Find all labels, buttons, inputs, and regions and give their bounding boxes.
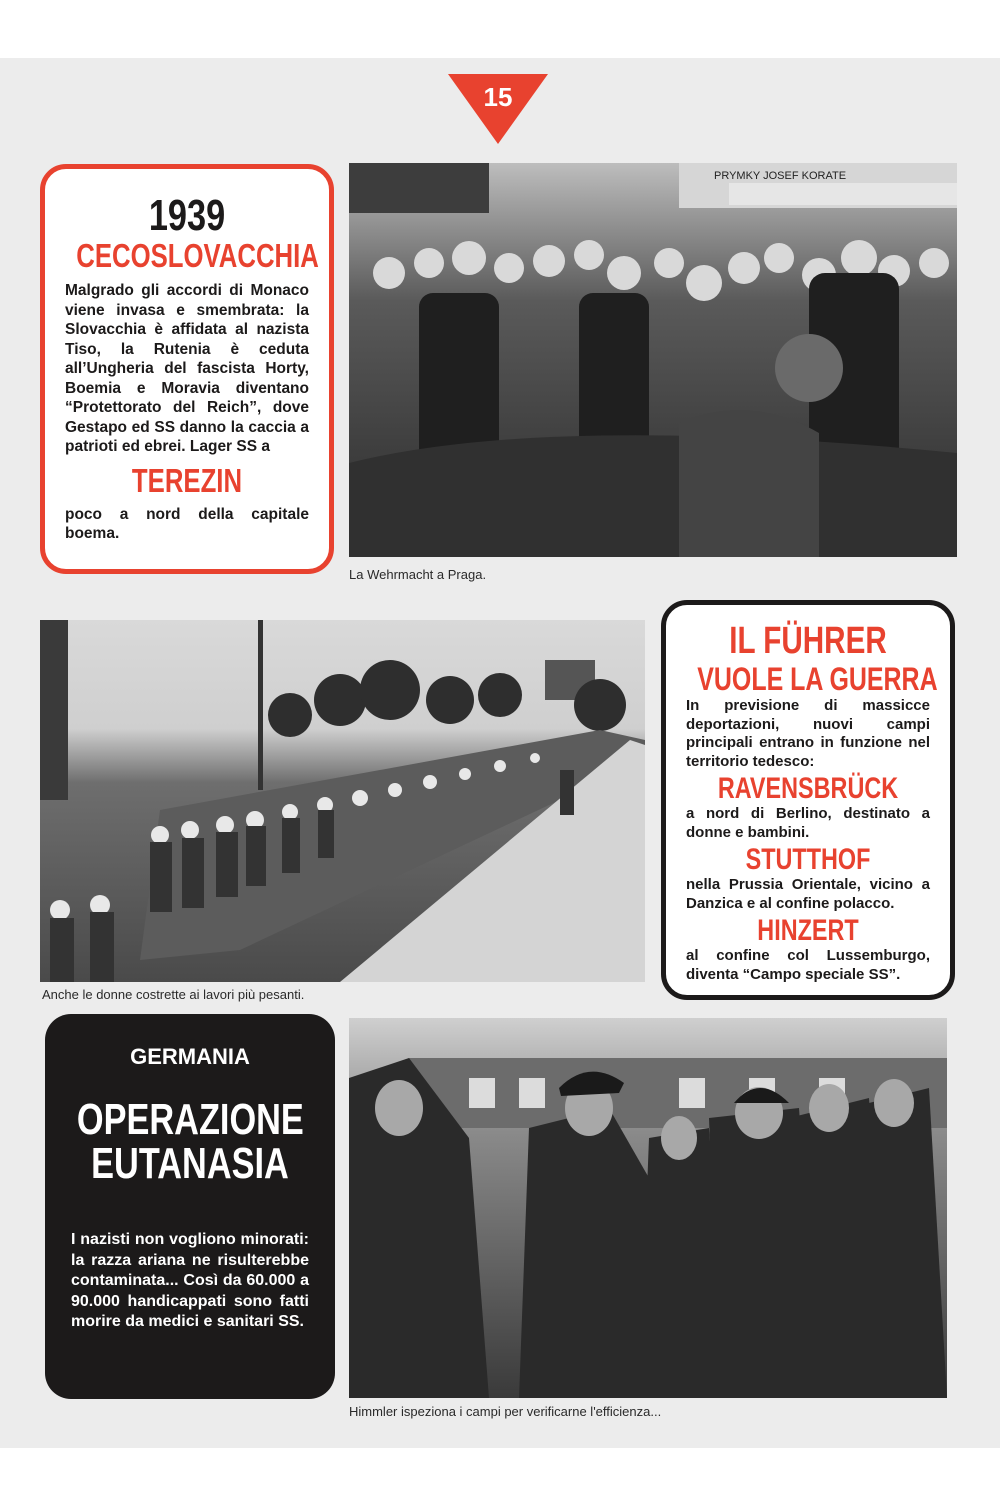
- cecoslovacchia-title: CECOSLOVACCHIA: [76, 237, 319, 274]
- photo-wehrmacht-praga: [349, 163, 957, 557]
- caption-himmler: Himmler ispeziona i campi per verificarne l'efficienza...: [349, 1404, 662, 1419]
- street-sign-text: PRYMKY JOSEF KORATE: [714, 170, 847, 182]
- hinzert-desc: al confine col Lussemburgo, diventa “Campo speciale SS”.: [686, 947, 930, 983]
- hinzert-heading: HINZERT: [757, 914, 859, 947]
- photo-himmler: [349, 1018, 947, 1398]
- germania-label: GERMANIA: [130, 1044, 250, 1069]
- eutanasia-box: [45, 1014, 335, 1399]
- ravensbruck-desc: a nord di Berlino, destinato a donne e bambini.: [686, 805, 930, 841]
- fuhrer-guerra-box: [661, 600, 955, 1000]
- prisoners-photo-illustration: [40, 620, 645, 982]
- cecoslovacchia-body: Malgrado gli accordi di Monaco viene invasa e smembrata: la Slovacchia è affidata al nazista Tiso, la Rutenia è ceduta all’Ungheria del fascista Horty, Boemia e Moravia diventano “Protettorato del Reich”, dove Gestapo ed SS danno la caccia a patrioti ed ebrei. Lager SS a: [65, 282, 309, 455]
- stutthof-desc: nella Prussia Orientale, vicino a Danzica e al confine polacco.: [686, 876, 930, 912]
- eutanasia-title-line1: OPERAZIONE: [76, 1095, 304, 1144]
- page-number: 15: [483, 82, 513, 112]
- stutthof-heading: STUTTHOF: [745, 843, 871, 876]
- crowd-photo-illustration: [349, 163, 957, 557]
- caption-wehrmacht-praga: La Wehrmacht a Praga.: [349, 567, 487, 582]
- eutanasia-body: I nazisti non vogliono minorati: la razza ariana ne risulterebbe contaminata... Così da 60.000 a 90.000 handicappati sono fatti morire da medici e sanitari SS.: [71, 1231, 309, 1330]
- caption-women-prisoners: Anche le donne costrette ai lavori più pesanti.: [42, 987, 305, 1002]
- fuhrer-title-line1: IL FÜHRER: [729, 620, 887, 662]
- terezin-heading: TEREZIN: [131, 461, 243, 499]
- officers-photo-illustration: [349, 1018, 947, 1398]
- fuhrer-intro: In previsione di massicce deportazioni, nuovi campi principali entrano in funzione nel territorio tedesco:: [686, 697, 930, 770]
- fuhrer-title-line2: VUOLE LA GUERRA: [697, 661, 938, 697]
- photo-women-prisoners: [40, 620, 645, 982]
- cecoslovacchia-box: [40, 164, 334, 574]
- year-heading: 1939: [148, 191, 226, 240]
- eutanasia-title-line2: EUTANASIA: [91, 1139, 289, 1188]
- ravensbruck-heading: RAVENSBRÜCK: [717, 772, 899, 805]
- terezin-desc: poco a nord della capitale boema.: [65, 505, 309, 542]
